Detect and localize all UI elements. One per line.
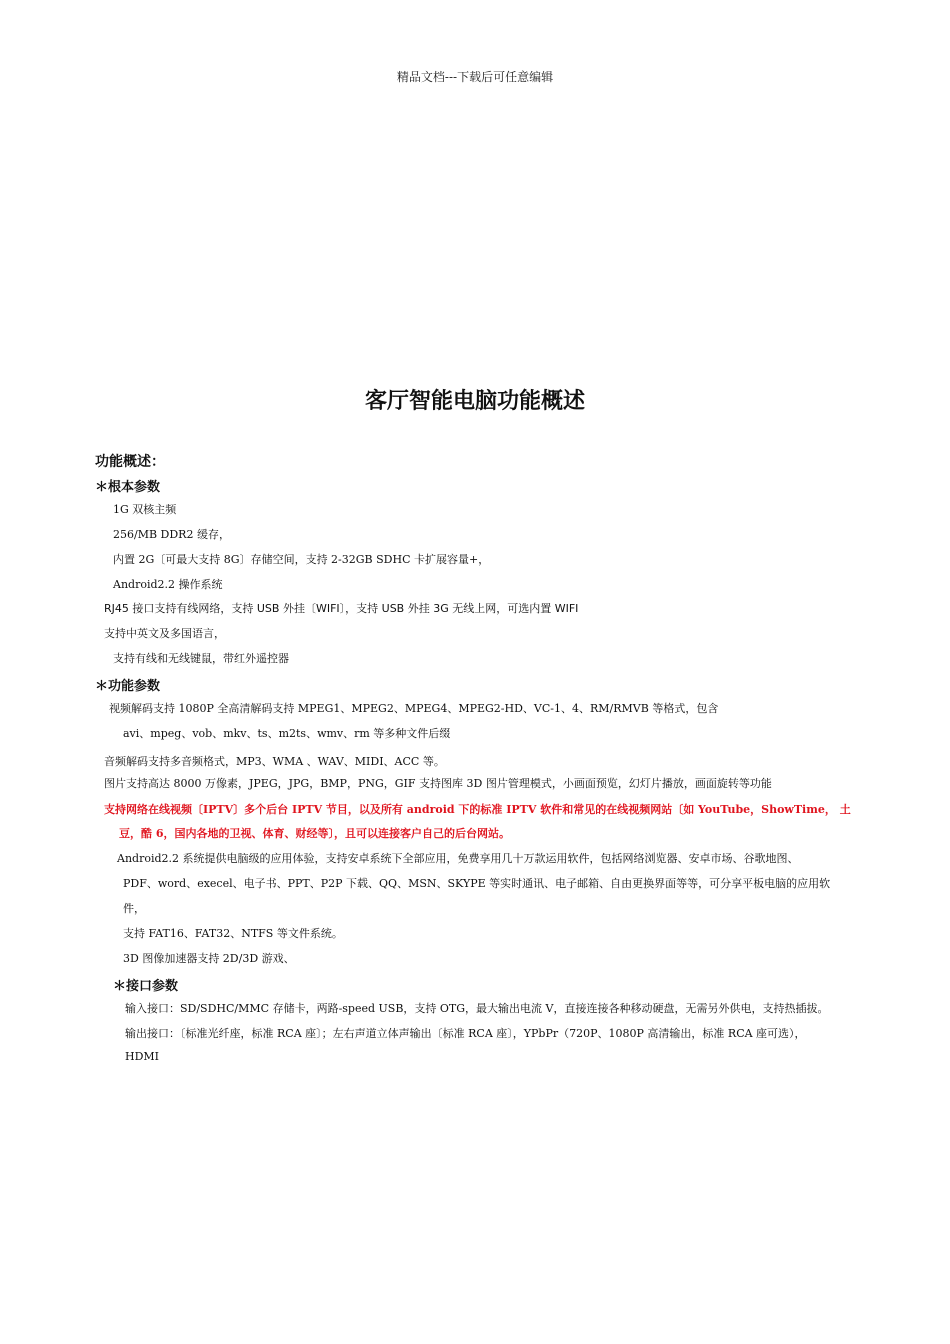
function-line-7: Android2.2 系统提供电脑级的应用体验，支持安卓系统下全部应用，免费享用几十万款运用软件，包括网络浏览器、安卓市场、谷歌地图、 bbox=[117, 852, 799, 865]
basic-line-3: 内置 2G〔可最大支持 8G〕存储空间，支持 2-32GB SDHC 卡扩展容量+， bbox=[113, 553, 490, 566]
function-line-3 bbox=[104, 750, 445, 769]
interface-line-3: HDMI bbox=[125, 1050, 160, 1063]
function-line-6-highlight: 豆，酷 6，国内各地的卫视、体育、财经等〕，且可以连接客户自己的后台网站。 bbox=[119, 827, 510, 840]
basic-params-heading: ＊根本参数 bbox=[95, 480, 161, 495]
function-line-11: 3D 图像加速器支持 2D/3D 游戏、 bbox=[123, 952, 295, 965]
interface-params-heading: ＊接口参数 bbox=[113, 979, 179, 994]
overview-heading: 功能概述： bbox=[95, 454, 165, 470]
basic-line-6: 支持中英文及多国语言， bbox=[104, 627, 225, 640]
basic-line-1: 1G 双核主频 bbox=[113, 503, 177, 516]
interface-line-2: 输出接口：〔标准光纤座，标准 RCA 座〕；左右声道立体声输出〔标准 RCA 座〕，YPbPr（720P、1080P 高清输出，标准 RCA 座可选）， bbox=[125, 1027, 806, 1040]
document-title: 客厅智能电脑功能概述 bbox=[364, 389, 585, 414]
interface-line-1: 输入接口：SD/SDHC/MMC 存储卡，两路-speed USB，支持 OTG，最大输出电流 V，直接连接各种移动硬盘，无需另外供电，支持热插拔。 bbox=[125, 1002, 829, 1015]
function-line-5-highlight: 支持网络在线视频〔IPTV〕多个后台 IPTV 节目，以及所有 android 下的标准 IPTV 软件和常见的在线视频网站〔如 YouTube，ShowTime， 土 bbox=[104, 803, 851, 816]
function-line-10: 支持 FAT16、FAT32、NTFS 等文件系统。 bbox=[123, 927, 343, 940]
audio-decode-text: 多音频格式，MP3、WMA 、WAV、MIDI、ACC 等。 bbox=[170, 755, 445, 768]
basic-line-4: Android2.2 操作系统 bbox=[113, 578, 223, 591]
function-line-4: 图片支持高达 8000 万像素，JPEG，JPG，BMP，PNG，GIF 支持图库 3D 图片管理模式，小画面预览，幻灯片播放，画面旋转等功能 bbox=[104, 777, 772, 790]
audio-decode-label: 音频解码支持 bbox=[104, 755, 170, 768]
page-header: 精品文档---下载后可任意编辑 bbox=[396, 70, 554, 84]
basic-line-7: 支持有线和无线键鼠，带红外遥控器 bbox=[113, 652, 289, 665]
function-line-1: 视频解码支持 1080P 全高清解码支持 MPEG1、MPEG2、MPEG4、MPEG2-HD、VC-1、4、RM/RMVB 等格式，包含 bbox=[109, 702, 719, 715]
function-line-8: PDF、word、execel、电子书、PPT、P2P 下载、QQ、MSN、SKYPE 等实时通讯、电子邮箱、自由更换界面等等，可分享平板电脑的应用软 bbox=[123, 877, 831, 890]
function-line-9: 件， bbox=[123, 902, 145, 915]
function-params-heading: ＊功能参数 bbox=[95, 679, 161, 694]
basic-line-2: 256/MB DDR2 缓存， bbox=[113, 528, 230, 541]
basic-line-5: RJ45 接口支持有线网络，支持 USB 外挂〔WIFI〕，支持 USB 外挂 3G 无线上网，可选内置 WIFI bbox=[104, 602, 579, 615]
function-line-2: avi、mpeg、vob、mkv、ts、m2ts、wmv、rm 等多种文件后缀 bbox=[123, 727, 451, 740]
